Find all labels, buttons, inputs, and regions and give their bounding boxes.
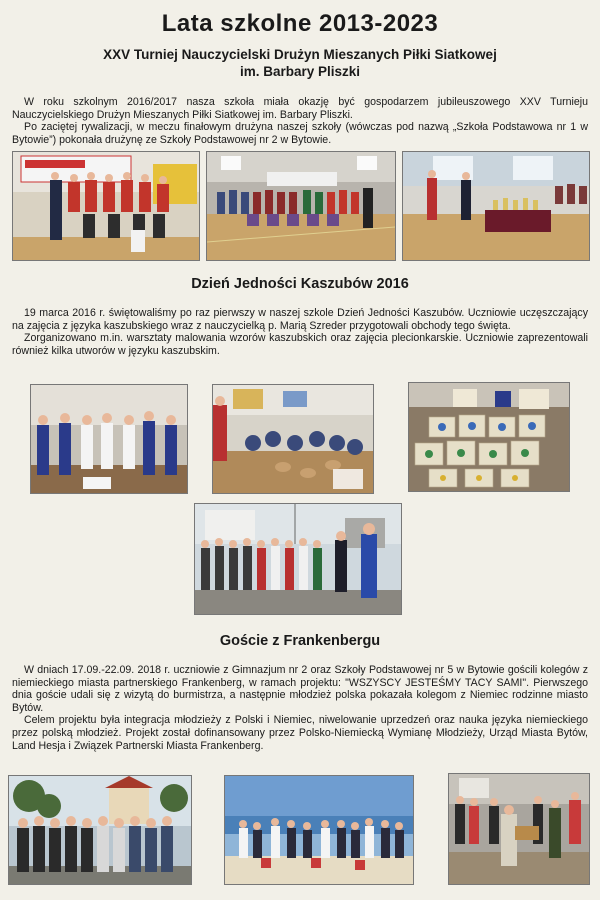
- frankenberg-group-photo: [8, 775, 192, 885]
- award-table-photo: [402, 151, 590, 261]
- outdoor-group-photo: [194, 503, 402, 615]
- frankenberg-paragraph-2: Celem projektu była integracja młodzieży z Polski i Niemiec, niwelowanie uprzedzeń oraz nauka języka niemieckiego przez polską młodzież. Projekt został dofinansowany przez Polsko-Niemiecką Wymianę Młodzieży, Urząd Miasta Bytów, Land Hesja i Związek Partnerski Miasta Frankenberg.: [12, 714, 588, 752]
- volleyball-text: [12, 96, 588, 146]
- page-title: Lata szkolne 2013-2023: [161, 10, 439, 37]
- frankenberg-paragraph-1: W dniach 17.09.-22.09. 2018 r. uczniowie z Gimnazjum nr 2 oraz Szkoły Podstawowej nr 5 w Bytowie gościli kolegów z niemieckiego miasta partnerskiego Frankenberg, w ramach projektu: "WSZYSCY JESTEŚMY TACY SAMI". Pierwszego dnia goście udali się z wizytą do burmistrza, a następnie młodzież polska pokazała kolegom z Niemiec rodzinne miasto Bytów.: [12, 664, 588, 714]
- frankenberg-section-title: Goście z Frankenbergu: [219, 633, 381, 649]
- frankenberg-beach-photo: [224, 775, 414, 885]
- kashubian-section-title: Dzień Jedności Kaszubów 2016: [191, 276, 409, 292]
- frankenberg-workshop-photo: [448, 773, 590, 885]
- frankenberg-text: [12, 664, 588, 752]
- volleyball-paragraph-1: W roku szkolnym 2016/2017 nasza szkoła miała okazję być gospodarzem jubileuszowego XXV Turnieju Nauczycielskiego Drużyn Mieszanych Piłki Siatkowej im. Barbary Pliszki.: [12, 96, 588, 121]
- weaving-workshop-photo: [212, 384, 374, 494]
- kashubian-paragraph-1: 19 marca 2016 r. świętowaliśmy po raz pierwszy w naszej szkole Dzień Jedności Kaszubów. Uczniowie uczęszczający na zajęcia z języka kaszubskiego wraz z nauczycielką p. Marią Szreder przygotowali obchody tego święta.: [12, 307, 588, 332]
- volleyball-section-title: [20, 46, 580, 80]
- volleyball-title-line1: XXV Turniej Nauczycielski Drużyn Mieszanych Piłki Siatkowej: [103, 47, 497, 62]
- kashubian-paragraph-2: Zorganizowano m.in. warsztaty malowania wzorów kaszubskich oraz zajęcia plecionkarskie. Uczniowie zaprezentowali również kilka utworów w języku kaszubskim.: [12, 332, 588, 357]
- volleyball-title-line2: im. Barbary Pliszki: [239, 64, 361, 79]
- kashubian-costumes-photo: [30, 384, 188, 494]
- volleyball-paragraph-2: Po zaciętej rywalizacji, w meczu finałowym drużyna naszej szkoły (wówczas pod nazwą „Szkoła Podstawowa nr 1 w Bytowie”) pokonała drużynę ze Szkoły Podstawowej nr 2 w Bytowie.: [12, 121, 588, 146]
- kashubian-text: [12, 307, 588, 357]
- team-with-trophies-photo: [12, 151, 200, 261]
- kashubian-patterns-photo: [408, 382, 570, 492]
- teams-in-gym-photo: [206, 151, 396, 261]
